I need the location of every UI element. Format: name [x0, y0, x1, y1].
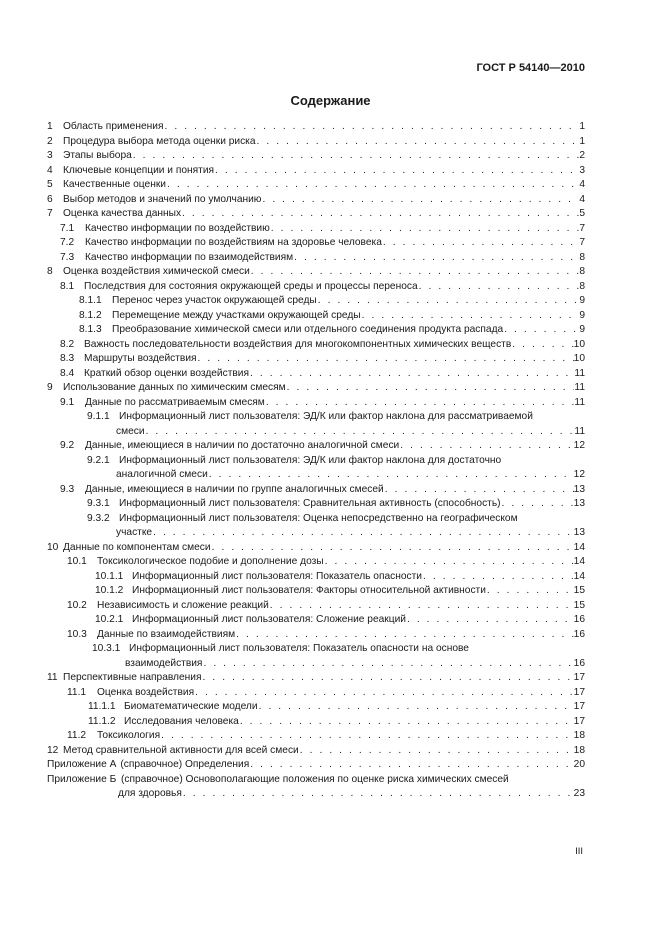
- toc-leader-dots: [286, 381, 575, 396]
- toc-entry-title: Качество информации по воздействию: [85, 222, 270, 234]
- toc-leader-dots: [406, 613, 574, 628]
- toc-entry-page: 9: [579, 324, 585, 335]
- toc-entry[interactable]: [47, 135, 585, 150]
- toc-entry-page: 13: [573, 498, 585, 509]
- toc-leader-dots: [361, 309, 580, 324]
- toc-entry-number: 8.3: [60, 353, 75, 364]
- toc-entry-number: Приложение Б: [47, 773, 117, 785]
- toc-entry[interactable]: [47, 207, 585, 222]
- toc-leader-dots: [399, 439, 573, 454]
- toc-entry-number: 9.1.1: [87, 411, 110, 422]
- toc-entry-title: Этапы выбора: [63, 150, 132, 161]
- toc-entry-page: 13: [573, 527, 585, 538]
- toc-entry-number: 8.2: [60, 338, 75, 350]
- toc-entry-number: 1: [47, 121, 53, 132]
- toc-entry-title: Качество информации по воздействиям на здоровье человека: [85, 237, 382, 248]
- toc-entry-number: 11.1: [67, 686, 87, 698]
- toc-entry-page: 16: [573, 657, 585, 669]
- toc-leader-dots: [261, 193, 579, 208]
- toc-entry-page: 1: [579, 135, 585, 147]
- toc-entry-number: 9.3.2: [87, 512, 110, 524]
- toc-entry[interactable]: [47, 149, 585, 164]
- toc-entry-page: 8: [579, 280, 585, 292]
- toc-entry-page: 3: [579, 164, 585, 176]
- toc-entry-number: 8.1.2: [79, 309, 102, 321]
- toc-entry-page: 1: [579, 121, 585, 132]
- toc-entry-number: 6: [47, 193, 53, 205]
- toc-entry-page: 15: [573, 599, 585, 611]
- toc-entry[interactable]: [47, 381, 585, 396]
- toc-leader-dots: [181, 207, 579, 222]
- toc-entry-title: Информационный лист пользователя: Сравнительная активность (способность): [119, 498, 501, 509]
- toc-entry[interactable]: [47, 758, 585, 773]
- toc-entry-title: Информационный лист пользователя: Показатель опасности на основе: [129, 643, 469, 654]
- toc-entry-page: 11: [574, 425, 585, 437]
- toc-entry[interactable]: [47, 642, 585, 671]
- toc-leader-dots: [250, 265, 580, 280]
- toc-entry-page: 14: [573, 541, 585, 553]
- toc-entry-page: 11: [574, 367, 585, 379]
- toc-leader-dots: [249, 758, 573, 773]
- toc-entry-title: Токсикология: [97, 730, 161, 741]
- toc-entry-title: Метод сравнительной активности для всей смеси: [63, 744, 299, 756]
- toc-entry[interactable]: [47, 265, 585, 280]
- toc-leader-dots: [422, 570, 574, 585]
- toc-leader-dots: [214, 164, 579, 179]
- toc-entry[interactable]: [47, 236, 585, 251]
- toc-entry-page: 16: [573, 628, 585, 640]
- toc-entry[interactable]: [47, 396, 585, 411]
- toc-leader-dots: [384, 483, 574, 498]
- toc-leader-dots: [211, 541, 574, 556]
- toc-entry[interactable]: [47, 280, 585, 295]
- toc-entry-title: Использование данных по химическим смесям: [63, 382, 286, 393]
- toc-entry-number: 8.4: [60, 367, 75, 379]
- toc-entry-number: 9.1: [60, 396, 75, 408]
- toc-leader-dots: [152, 526, 574, 541]
- toc-entry[interactable]: [47, 613, 585, 628]
- toc-entry-page: 17: [573, 715, 585, 727]
- toc-entry-number: 9.3: [60, 483, 75, 495]
- toc-entry-number: 10.2: [67, 599, 87, 611]
- toc-entry-number: 10.2.1: [95, 614, 124, 625]
- toc-leader-dots: [324, 555, 574, 570]
- toc-entry[interactable]: [47, 294, 585, 309]
- toc-entry-title: Токсикологическое подобие и дополнение дозы: [97, 556, 324, 567]
- toc-entry-number: 11: [47, 672, 58, 683]
- toc-entry-title-continued: смеси: [116, 425, 145, 437]
- toc-leader-dots: [194, 686, 574, 701]
- toc-entry-number: 11.1.2: [88, 715, 116, 727]
- toc-entry-title-continued: взаимодействия: [125, 657, 203, 669]
- toc-entry-title: Качество информации по взаимодействиям: [85, 251, 294, 263]
- toc-leader-dots: [501, 497, 574, 512]
- toc-entry[interactable]: [47, 555, 585, 570]
- toc-entry-title: Выбор методов и значений по умолчанию: [63, 193, 262, 205]
- toc-entry-number: 11.2: [67, 730, 87, 741]
- toc-leader-dots: [269, 599, 574, 614]
- toc-leader-dots: [265, 396, 575, 411]
- toc-entry-number: 12: [47, 744, 59, 756]
- toc-entry-title: Информационный лист пользователя: Оценка непосредственно на географическом: [119, 512, 518, 524]
- toc-leader-dots: [293, 251, 579, 266]
- toc-entry-page: 10: [573, 353, 585, 364]
- toc-entry-page: 11: [574, 382, 585, 393]
- page-title: Содержание: [290, 93, 371, 108]
- toc-entry-title-continued: участке: [116, 527, 153, 538]
- toc-entry-page: 5: [579, 208, 585, 219]
- toc-entry-number: 5: [47, 179, 53, 190]
- toc-leader-dots: [166, 178, 579, 193]
- toc-entry-page: 15: [573, 585, 585, 596]
- toc-leader-dots: [511, 338, 573, 353]
- toc-entry-title: Информационный лист пользователя: Факторы относительной активности: [132, 585, 486, 596]
- toc-leader-dots: [160, 729, 574, 744]
- toc-leader-dots: [163, 120, 579, 135]
- toc-entry[interactable]: [47, 323, 585, 338]
- toc-entry[interactable]: [47, 729, 585, 744]
- toc-entry[interactable]: [47, 686, 585, 701]
- toc-entry-number: 7.1: [60, 222, 75, 234]
- toc-entry[interactable]: [47, 773, 585, 802]
- toc-entry-page: 9: [579, 295, 585, 306]
- toc-entry-page: 20: [573, 759, 585, 770]
- toc-entry[interactable]: [47, 454, 585, 483]
- toc-entry-number: 3: [47, 150, 53, 161]
- toc-entry-page: 8: [579, 266, 585, 277]
- toc-entry-number: 9.2.1: [87, 454, 110, 466]
- toc-entry-number: 8.1: [60, 280, 75, 292]
- toc-entry-page: 12: [573, 469, 585, 480]
- toc-entry[interactable]: [47, 251, 585, 266]
- toc-entry[interactable]: [47, 120, 585, 135]
- toc-leader-dots: [208, 468, 574, 483]
- toc-entry-title-continued: аналогичной смеси: [116, 469, 208, 480]
- toc-entry-title: Важность последовательности воздействия для многокомпонентных химических веществ: [84, 338, 512, 350]
- toc-leader-dots: [317, 294, 580, 309]
- toc-entry-title: Информационный лист пользователя: ЭД/К или фактор наклона для достаточно: [119, 454, 502, 466]
- toc-entry-title: Информационный лист пользователя: ЭД/К или фактор наклона для рассматриваемой: [119, 411, 533, 422]
- toc-entry-title: Данные, имеющиеся в наличии по группе аналогичных смесей: [85, 483, 384, 495]
- toc-entry-page: 18: [573, 730, 585, 741]
- toc-entry[interactable]: [47, 352, 585, 367]
- toc-entry[interactable]: [47, 512, 585, 541]
- toc-entry-page: 17: [573, 686, 585, 698]
- toc-entry-title: Информационный лист пользователя: Показатель опасности: [132, 570, 422, 582]
- toc-entry-title: Последствия для состояния окружающей среды и процессы переноса: [84, 280, 418, 292]
- toc-entry-title: Данные по рассматриваемым смесям: [85, 396, 265, 408]
- toc-entry[interactable]: [47, 338, 585, 353]
- toc-leader-dots: [239, 715, 574, 730]
- toc-entry-number: 8: [47, 266, 53, 277]
- toc-entry-number: 10.3: [67, 628, 87, 640]
- toc-entry-page: 13: [573, 483, 585, 495]
- toc-entry-number: 7.2: [60, 237, 75, 248]
- toc-entry[interactable]: [47, 367, 585, 382]
- toc-entry-page: 23: [573, 788, 585, 799]
- toc-entry-page: 17: [573, 672, 585, 683]
- toc-entry-number: 10: [47, 541, 59, 553]
- toc-entry[interactable]: [47, 178, 585, 193]
- toc-entry[interactable]: [47, 193, 585, 208]
- toc-entry-number: 8.1.1: [79, 295, 102, 306]
- toc-leader-dots: [299, 744, 574, 759]
- toc-leader-dots: [202, 657, 573, 672]
- toc-entry-title: Процедура выбора метода оценки риска: [63, 135, 256, 147]
- toc-entry[interactable]: [47, 439, 585, 454]
- toc-entry-page: 9: [579, 309, 585, 321]
- toc-entry[interactable]: [47, 483, 585, 498]
- toc-entry-title: Информационный лист пользователя: Сложение реакций: [132, 614, 406, 625]
- toc-entry-title: Маршруты воздействия: [84, 353, 197, 364]
- toc-entry-title: Исследования человека: [124, 715, 239, 727]
- toc-entry-page: 17: [573, 701, 585, 712]
- toc-entry-page: 14: [573, 570, 585, 582]
- toc-entry[interactable]: [47, 599, 585, 614]
- toc-entry-title: Краткий обзор оценки воздействия: [84, 367, 250, 379]
- toc-entry-number: 4: [47, 164, 53, 176]
- toc-entry[interactable]: [47, 497, 585, 512]
- toc-entry[interactable]: [47, 715, 585, 730]
- toc-entry-title: Качественные оценки: [63, 179, 166, 190]
- document-id: ГОСТ Р 54140—2010: [476, 62, 585, 74]
- toc-entry-number: 9.3.1: [87, 498, 110, 509]
- toc-entry-title-continued: для здоровья: [118, 788, 182, 799]
- toc-entry-title: Перспективные направления: [63, 672, 202, 683]
- toc-leader-dots: [258, 700, 574, 715]
- toc-entry-title: Независимость и сложение реакций: [97, 599, 269, 611]
- toc-entry-title: Данные по компонентам смеси: [63, 541, 211, 553]
- toc-entry-title: Область применения: [63, 121, 164, 132]
- toc-entry-number: 10.3.1: [92, 643, 121, 654]
- toc-entry-number: Приложение А: [47, 759, 117, 770]
- toc-entry-number: 9: [47, 382, 53, 393]
- toc-leader-dots: [249, 367, 574, 382]
- toc-entry[interactable]: [47, 628, 585, 643]
- toc-entry-page: 11: [574, 396, 585, 408]
- toc-leader-dots: [486, 584, 574, 599]
- toc-entry-page: 8: [579, 251, 585, 263]
- toc-entry[interactable]: [47, 410, 585, 439]
- toc-entry-title: (справочное) Основополагающие положения по оценке риска химических смесей: [121, 773, 509, 785]
- toc-entry-title: Оценка воздействия: [97, 686, 195, 698]
- toc-entry-number: 9.2: [60, 440, 75, 451]
- toc-leader-dots: [270, 222, 580, 237]
- toc-entry[interactable]: [47, 744, 585, 759]
- toc-entry[interactable]: [47, 700, 585, 715]
- toc-leader-dots: [256, 135, 580, 150]
- toc-entry[interactable]: [47, 541, 585, 556]
- toc-leader-dots: [418, 280, 580, 295]
- toc-leader-dots: [201, 671, 573, 686]
- toc-entry-number: 10.1.1: [95, 570, 124, 582]
- table-of-contents: [47, 120, 585, 802]
- toc-entry-title: Перенос через участок окружающей среды: [112, 295, 317, 306]
- toc-entry[interactable]: [47, 222, 585, 237]
- toc-leader-dots: [197, 352, 574, 367]
- toc-entry[interactable]: [47, 584, 585, 599]
- toc-entry-page: 4: [579, 193, 585, 205]
- toc-entry-title: Данные, имеющиеся в наличии по достаточно аналогичной смеси: [85, 440, 400, 451]
- toc-entry-page: 14: [573, 556, 585, 567]
- toc-entry-page: 10: [573, 338, 585, 350]
- toc-entry-title: Оценка качества данных: [63, 208, 182, 219]
- toc-entry[interactable]: [47, 309, 585, 324]
- toc-leader-dots: [132, 149, 580, 164]
- toc-leader-dots: [503, 323, 579, 338]
- toc-entry-page: 2: [579, 150, 585, 161]
- page-number: III: [575, 846, 583, 857]
- toc-entry-number: 2: [47, 135, 53, 147]
- toc-leader-dots: [182, 787, 574, 802]
- toc-entry-page: 18: [573, 744, 585, 756]
- toc-entry-title: Перемещение между участками окружающей среды: [112, 309, 361, 321]
- toc-entry-number: 7.3: [60, 251, 75, 263]
- toc-entry-number: 10.1: [67, 556, 87, 567]
- toc-leader-dots: [235, 628, 574, 643]
- toc-entry-page: 7: [579, 237, 585, 248]
- toc-leader-dots: [145, 425, 575, 440]
- toc-entry-number: 8.1.3: [79, 324, 102, 335]
- toc-entry-title: Преобразование химической смеси или отдельного соединения продукта распада: [112, 324, 504, 335]
- toc-entry[interactable]: [47, 164, 585, 179]
- toc-entry-title: Данные по взаимодействиям: [97, 628, 236, 640]
- toc-entry-title: Оценка воздействия химической смеси: [63, 266, 250, 277]
- toc-entry-page: 12: [573, 440, 585, 451]
- toc-entry-title: Биоматематические модели: [124, 701, 258, 712]
- toc-entry-page: 16: [573, 614, 585, 625]
- toc-entry-number: 10.1.2: [95, 585, 124, 596]
- toc-entry-title: Ключевые концепции и понятия: [63, 164, 215, 176]
- toc-entry-page: 7: [579, 222, 585, 234]
- toc-entry[interactable]: [47, 671, 585, 686]
- toc-entry-title: (справочное) Определения: [120, 759, 250, 770]
- toc-entry[interactable]: [47, 570, 585, 585]
- toc-entry-page: 4: [579, 179, 585, 190]
- toc-leader-dots: [382, 236, 579, 251]
- toc-entry-number: 11.1.1: [88, 701, 116, 712]
- toc-entry-number: 7: [47, 208, 53, 219]
